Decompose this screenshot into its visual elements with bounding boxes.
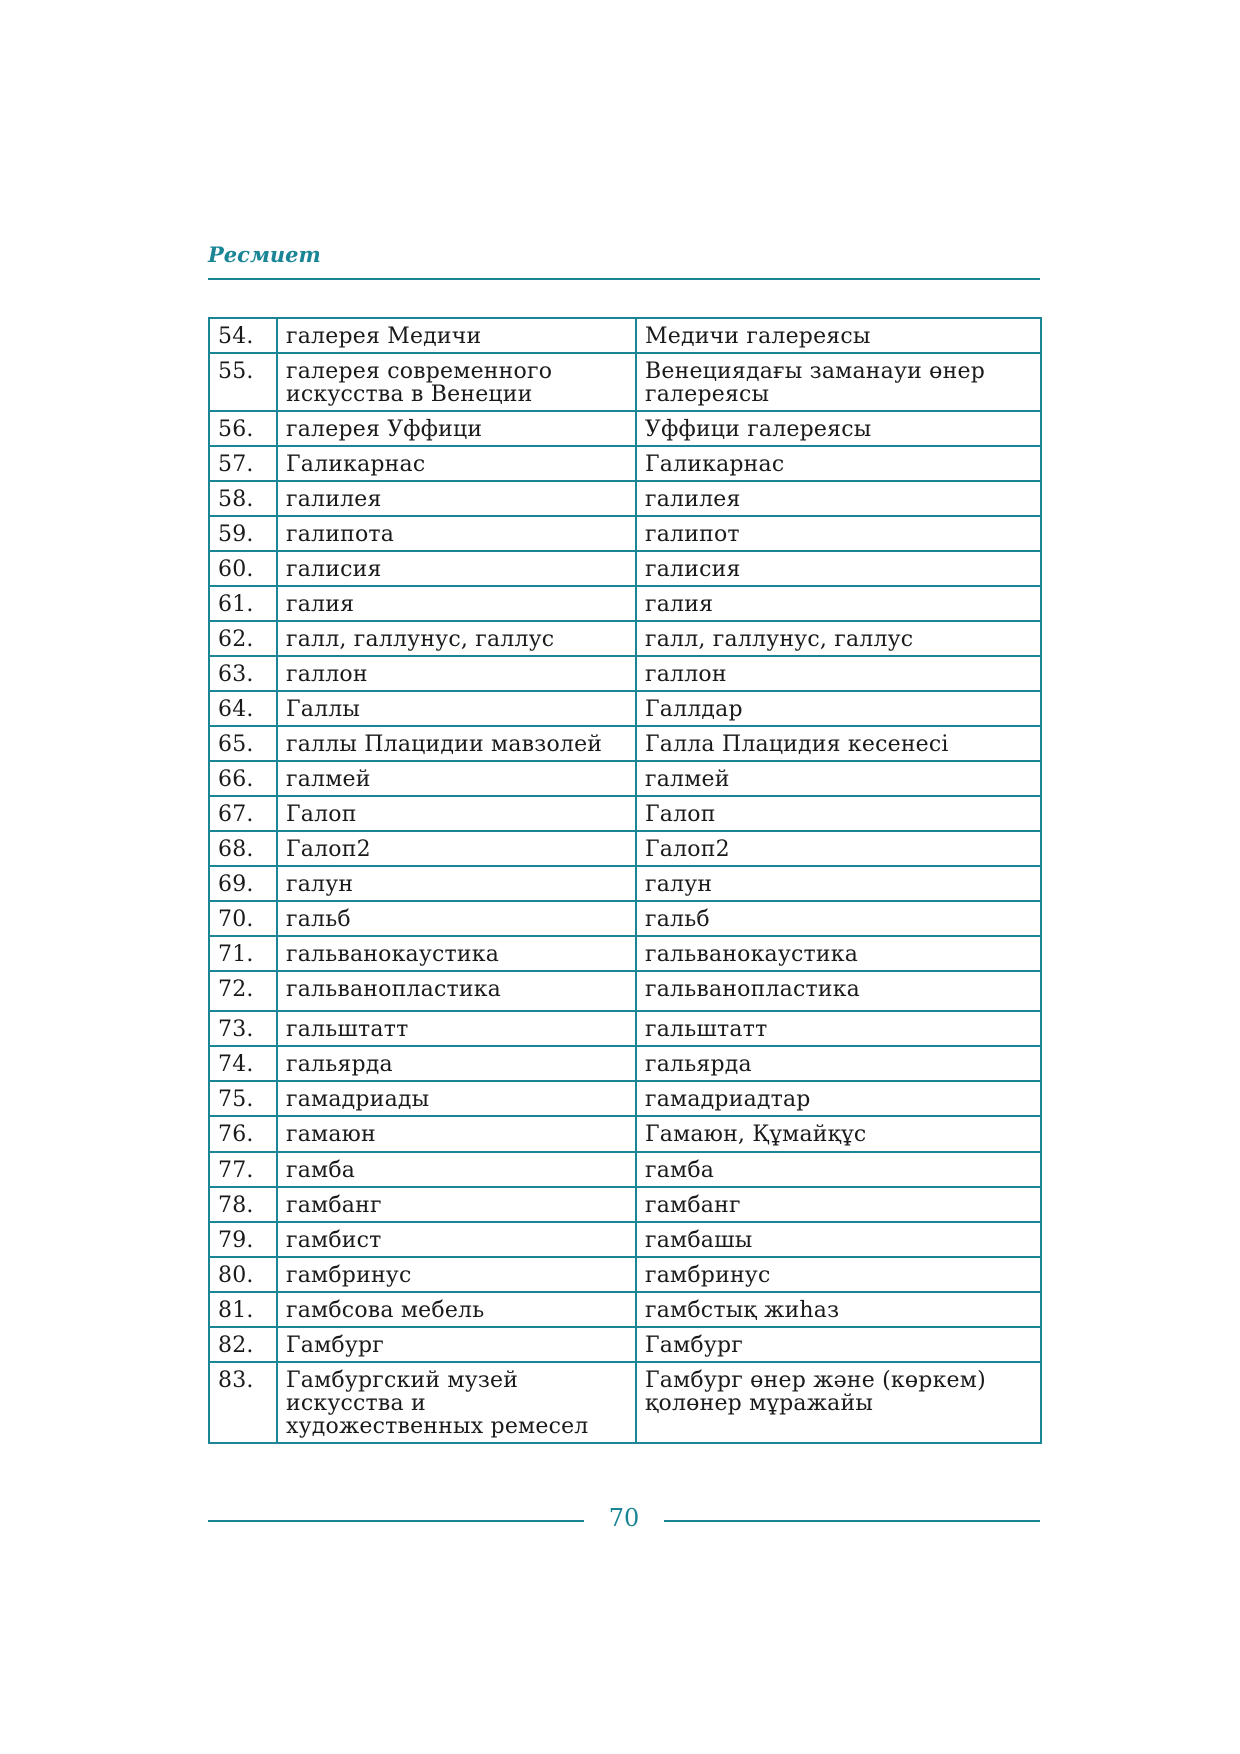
num-cell: 54. <box>209 318 277 353</box>
num-cell: 75. <box>209 1081 277 1116</box>
kazakh-term-cell: гамбстық жиһаз <box>636 1292 1041 1327</box>
kazakh-term-cell: галилея <box>636 481 1041 516</box>
table-row <box>209 353 1041 411</box>
kazakh-term-cell: гальб <box>636 901 1041 936</box>
num-cell: 77. <box>209 1152 277 1187</box>
table-row <box>209 691 1041 726</box>
kazakh-term-cell: гальванопластика <box>636 971 1041 1011</box>
russian-term-cell: галун <box>277 866 636 901</box>
kazakh-term-cell: Галоп2 <box>636 831 1041 866</box>
russian-term-cell: Гамбургский музей искусства и художественных ремесел <box>277 1362 636 1443</box>
table-row <box>209 411 1041 446</box>
russian-term-cell: Гамбург <box>277 1327 636 1362</box>
table-row <box>209 318 1041 353</box>
russian-term-cell: галилея <box>277 481 636 516</box>
russian-term-cell: гамаюн <box>277 1116 636 1152</box>
running-header <box>208 240 1040 280</box>
kazakh-term-cell: Галоп <box>636 796 1041 831</box>
num-cell: 82. <box>209 1327 277 1362</box>
russian-term-cell: галерея современного искусства в Венеции <box>277 353 636 411</box>
kazakh-term-cell: гамба <box>636 1152 1041 1187</box>
kazakh-term-cell: Галла Плацидия кесенесі <box>636 726 1041 761</box>
num-cell: 64. <box>209 691 277 726</box>
kazakh-term-cell: гамбанг <box>636 1187 1041 1222</box>
table-row <box>209 1292 1041 1327</box>
num-cell: 70. <box>209 901 277 936</box>
num-cell: 58. <box>209 481 277 516</box>
num-cell: 56. <box>209 411 277 446</box>
num-cell: 72. <box>209 971 277 1011</box>
kazakh-term-cell: галл, галлунус, галлус <box>636 621 1041 656</box>
kazakh-term-cell: гальштатт <box>636 1011 1041 1046</box>
russian-term-cell: гальб <box>277 901 636 936</box>
num-cell: 69. <box>209 866 277 901</box>
russian-term-cell: галл, галлунус, галлус <box>277 621 636 656</box>
russian-term-cell: галерея Медичи <box>277 318 636 353</box>
table-row <box>209 761 1041 796</box>
num-cell: 76. <box>209 1116 277 1152</box>
kazakh-term-cell: Венециядағы заманауи өнер галереясы <box>636 353 1041 411</box>
header-title: Ресмиет <box>208 242 321 267</box>
russian-term-cell: гальванокаустика <box>277 936 636 971</box>
kazakh-term-cell: Галлдар <box>636 691 1041 726</box>
kazakh-term-cell: Галикарнас <box>636 446 1041 481</box>
russian-term-cell: галлы Плацидии мавзолей <box>277 726 636 761</box>
num-cell: 55. <box>209 353 277 411</box>
table-row <box>209 1187 1041 1222</box>
russian-term-cell: галерея Уффици <box>277 411 636 446</box>
num-cell: 60. <box>209 551 277 586</box>
num-cell: 73. <box>209 1011 277 1046</box>
num-cell: 74. <box>209 1046 277 1081</box>
page-number: 70 <box>608 1504 640 1532</box>
table-row <box>209 551 1041 586</box>
kazakh-term-cell: Гамаюн, Құмайқұс <box>636 1116 1041 1152</box>
table-row <box>209 1046 1041 1081</box>
table-row <box>209 936 1041 971</box>
table-row <box>209 1081 1041 1116</box>
russian-term-cell: гамадриады <box>277 1081 636 1116</box>
table-row <box>209 656 1041 691</box>
russian-term-cell: галия <box>277 586 636 621</box>
kazakh-term-cell: гамбашы <box>636 1222 1041 1257</box>
table-row <box>209 1257 1041 1292</box>
kazakh-term-cell: гамбринус <box>636 1257 1041 1292</box>
russian-term-cell: Галлы <box>277 691 636 726</box>
table-row <box>209 516 1041 551</box>
kazakh-term-cell: галия <box>636 586 1041 621</box>
russian-term-cell: Галоп2 <box>277 831 636 866</box>
num-cell: 68. <box>209 831 277 866</box>
num-cell: 61. <box>209 586 277 621</box>
russian-term-cell: гальштатт <box>277 1011 636 1046</box>
table-row <box>209 1327 1041 1362</box>
kazakh-term-cell: Гамбург өнер және (көркем) қолөнер мұражайы <box>636 1362 1041 1443</box>
kazakh-term-cell: Уффици галереясы <box>636 411 1041 446</box>
table-row <box>209 1116 1041 1152</box>
footer-rule-right <box>664 1520 1040 1522</box>
kazakh-term-cell: гальванокаустика <box>636 936 1041 971</box>
russian-term-cell: галисия <box>277 551 636 586</box>
russian-term-cell: галлон <box>277 656 636 691</box>
num-cell: 79. <box>209 1222 277 1257</box>
num-cell: 66. <box>209 761 277 796</box>
footer-rule-left <box>208 1520 584 1522</box>
table-row <box>209 726 1041 761</box>
table-row <box>209 481 1041 516</box>
num-cell: 71. <box>209 936 277 971</box>
table-row <box>209 971 1041 1011</box>
kazakh-term-cell: галлон <box>636 656 1041 691</box>
table-row <box>209 621 1041 656</box>
num-cell: 57. <box>209 446 277 481</box>
russian-term-cell: гамбсова мебель <box>277 1292 636 1327</box>
kazakh-term-cell: галипот <box>636 516 1041 551</box>
russian-term-cell: гамбист <box>277 1222 636 1257</box>
table-row <box>209 796 1041 831</box>
russian-term-cell: гамба <box>277 1152 636 1187</box>
table-row <box>209 586 1041 621</box>
page-footer <box>208 1504 1040 1540</box>
russian-term-cell: гальярда <box>277 1046 636 1081</box>
kazakh-term-cell: Медичи галереясы <box>636 318 1041 353</box>
glossary-table <box>208 317 1042 1444</box>
kazakh-term-cell: галун <box>636 866 1041 901</box>
table-row <box>209 1362 1041 1443</box>
russian-term-cell: гамбринус <box>277 1257 636 1292</box>
russian-term-cell: гамбанг <box>277 1187 636 1222</box>
kazakh-term-cell: Гамбург <box>636 1327 1041 1362</box>
num-cell: 59. <box>209 516 277 551</box>
num-cell: 80. <box>209 1257 277 1292</box>
russian-term-cell: галипота <box>277 516 636 551</box>
table-row <box>209 866 1041 901</box>
table-row <box>209 901 1041 936</box>
num-cell: 83. <box>209 1362 277 1443</box>
num-cell: 63. <box>209 656 277 691</box>
table-row <box>209 1222 1041 1257</box>
num-cell: 78. <box>209 1187 277 1222</box>
glossary-body <box>209 318 1041 1443</box>
kazakh-term-cell: галисия <box>636 551 1041 586</box>
russian-term-cell: гальванопластика <box>277 971 636 1011</box>
russian-term-cell: галмей <box>277 761 636 796</box>
table-row <box>209 1011 1041 1046</box>
num-cell: 62. <box>209 621 277 656</box>
kazakh-term-cell: галмей <box>636 761 1041 796</box>
kazakh-term-cell: гальярда <box>636 1046 1041 1081</box>
kazakh-term-cell: гамадриадтар <box>636 1081 1041 1116</box>
russian-term-cell: Галикарнас <box>277 446 636 481</box>
num-cell: 67. <box>209 796 277 831</box>
table-row <box>209 831 1041 866</box>
table-row <box>209 1152 1041 1187</box>
num-cell: 81. <box>209 1292 277 1327</box>
num-cell: 65. <box>209 726 277 761</box>
russian-term-cell: Галоп <box>277 796 636 831</box>
table-row <box>209 446 1041 481</box>
